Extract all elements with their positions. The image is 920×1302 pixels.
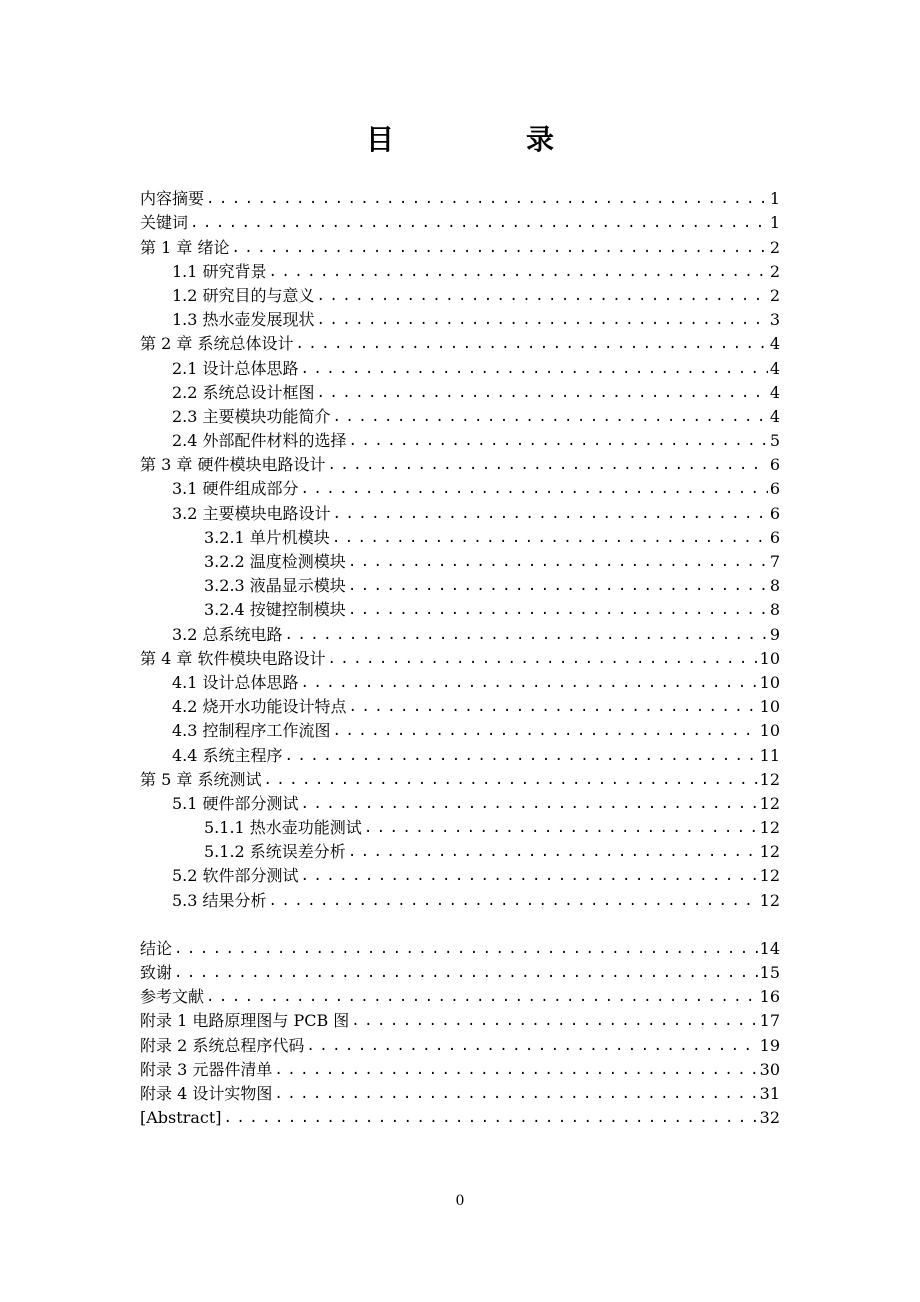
toc-entry[interactable] <box>140 596 780 620</box>
toc-entry[interactable] <box>140 209 780 233</box>
dot-leader <box>224 1108 758 1128</box>
toc-entry[interactable] <box>140 766 780 790</box>
toc-entry-label: 第 5 章 系统测试 <box>140 769 262 789</box>
toc-entry-label: 附录 4 设计实物图 <box>140 1083 273 1103</box>
toc-entry[interactable] <box>140 185 780 209</box>
toc-entry-page: 4 <box>769 334 780 354</box>
toc-entry-page: 10 <box>759 672 780 692</box>
dot-leader <box>269 891 758 911</box>
toc-entry-page: 2 <box>769 261 780 281</box>
dot-leader <box>364 818 758 838</box>
dot-leader <box>206 987 758 1007</box>
toc-entry-label: 4.4 系统主程序 <box>172 745 283 765</box>
toc-entry-page: 4 <box>769 406 780 426</box>
dot-leader <box>327 649 757 669</box>
toc-entry-label: 5.3 结果分析 <box>172 890 267 910</box>
toc-entry-label: 1.3 热水壶发展现状 <box>172 310 315 330</box>
toc-entry-page: 19 <box>759 1035 780 1055</box>
toc-entry-page: 10 <box>759 697 780 717</box>
dot-leader <box>274 1084 757 1104</box>
toc-entry-page: 12 <box>759 866 780 886</box>
dot-leader <box>348 600 768 620</box>
toc-entry-page: 6 <box>769 455 780 475</box>
toc-entry[interactable] <box>140 862 780 886</box>
dot-leader <box>274 1060 757 1080</box>
toc-entry-label: 3.2.2 温度检测模块 <box>204 552 346 571</box>
toc-entry-page: 4 <box>769 382 780 402</box>
toc-entry[interactable] <box>140 790 780 814</box>
dot-leader <box>349 697 758 717</box>
toc-entry-label: 4.1 设计总体思路 <box>172 672 299 692</box>
toc-entry[interactable] <box>140 741 780 765</box>
toc-entry[interactable] <box>140 669 780 693</box>
toc-entry-page: 17 <box>759 1011 780 1031</box>
dot-leader <box>301 673 758 693</box>
toc-entry-label: 2.4 外部配件材料的选择 <box>172 431 347 451</box>
toc-entry-page: 2 <box>769 237 780 257</box>
toc-entry-label: 内容摘要 <box>140 189 205 209</box>
toc-entry-page: 32 <box>759 1108 780 1128</box>
dot-leader <box>295 334 767 354</box>
toc-entry-page: 5 <box>769 431 780 451</box>
dot-leader <box>231 238 767 258</box>
toc-entry-label: 第 2 章 系统总体设计 <box>140 334 294 354</box>
toc-entry-page: 10 <box>759 648 780 668</box>
dot-leader <box>301 359 768 379</box>
dot-leader <box>332 528 768 548</box>
toc-entry-label: 第 1 章 绪论 <box>140 237 230 257</box>
dot-leader <box>348 842 758 862</box>
toc-entry[interactable] <box>140 403 780 427</box>
toc-entry[interactable] <box>140 814 780 838</box>
toc-entry-page: 1 <box>769 189 780 209</box>
toc-entry-label: 关键词 <box>140 213 189 233</box>
toc-entry-page: 3 <box>769 310 780 330</box>
toc-entry-label: 1.2 研究目的与意义 <box>172 285 315 305</box>
toc-entry-label: 3.2.1 单片机模块 <box>204 527 330 547</box>
toc-entry-label: 3.2 总系统电路 <box>172 624 283 644</box>
toc-entry-page: 12 <box>759 842 780 862</box>
toc-entry-page: 6 <box>769 527 780 547</box>
toc-entry[interactable] <box>140 886 780 910</box>
toc-entry[interactable] <box>140 1031 780 1055</box>
toc-entry-page: 12 <box>759 818 780 838</box>
toc-entry[interactable] <box>140 524 780 548</box>
toc-entry-label: 附录 1 电路原理图与 PCB 图 <box>140 1011 350 1031</box>
toc-entry-label: 3.2 主要模块电路设计 <box>172 503 331 523</box>
toc-entry[interactable] <box>140 475 780 499</box>
toc-entry-page: 11 <box>759 745 780 765</box>
toc-entry-label: 1.1 研究背景 <box>172 261 267 281</box>
toc-entry[interactable] <box>140 693 780 717</box>
toc-entry[interactable] <box>140 427 780 451</box>
dot-leader <box>327 455 767 475</box>
toc-entry-label: 2.3 主要模块功能简介 <box>172 406 331 426</box>
dot-leader <box>174 963 758 983</box>
toc-entry[interactable] <box>140 548 780 572</box>
toc-entry-label: 3.2.3 液晶显示模块 <box>204 576 346 596</box>
toc-entry-page: 12 <box>759 769 780 789</box>
dot-leader <box>301 866 758 886</box>
toc-entry-label: [Abstract] <box>140 1108 222 1128</box>
dot-leader <box>190 213 768 233</box>
toc-entry[interactable] <box>140 620 780 644</box>
toc-entry-page: 6 <box>769 503 780 523</box>
toc-entry[interactable] <box>140 717 780 741</box>
dot-leader <box>301 479 768 499</box>
toc-entry-label: 5.1.1 热水壶功能测试 <box>204 818 362 838</box>
toc-entry-page: 4 <box>769 358 780 378</box>
toc-entry[interactable] <box>140 1080 780 1104</box>
dot-leader <box>306 1036 757 1056</box>
page-title: 目 录 <box>365 123 606 156</box>
toc-entry-label: 5.2 软件部分测试 <box>172 866 299 886</box>
dot-leader <box>285 625 768 645</box>
dot-leader <box>333 721 758 741</box>
toc-entry-page: 10 <box>759 721 780 741</box>
toc-entry[interactable] <box>140 354 780 378</box>
toc-entry-page: 31 <box>759 1083 780 1103</box>
dot-leader <box>317 286 768 306</box>
dot-leader <box>351 1011 757 1031</box>
toc-entry-label: 致谢 <box>140 963 173 982</box>
toc-entry-page: 12 <box>759 793 780 813</box>
toc-entry-label: 附录 3 元器件清单 <box>140 1059 273 1079</box>
toc-entry[interactable] <box>140 959 780 983</box>
toc-entry[interactable] <box>140 233 780 257</box>
toc-entry[interactable] <box>140 935 780 959</box>
toc-entry-label: 4.3 控制程序工作流图 <box>172 721 331 741</box>
toc-entry-page: 14 <box>759 938 780 958</box>
toc-entry-label: 附录 2 系统总程序代码 <box>140 1035 305 1055</box>
dot-leader <box>333 407 768 427</box>
toc-entry-label: 5.1.2 系统误差分析 <box>204 842 346 862</box>
toc-entry-page: 8 <box>769 576 780 596</box>
toc-entry[interactable] <box>140 379 780 403</box>
toc-entry-label: 第 3 章 硬件模块电路设计 <box>140 455 326 475</box>
dot-leader <box>301 794 758 814</box>
toc-entry[interactable] <box>140 451 780 475</box>
toc-entry-page: 2 <box>769 285 780 305</box>
dot-leader <box>317 383 768 403</box>
dot-leader <box>333 504 768 524</box>
toc-entry-page: 30 <box>759 1059 780 1079</box>
dot-leader <box>269 262 768 282</box>
dot-leader <box>263 770 757 790</box>
dot-leader <box>348 552 768 572</box>
toc-entry-page: 9 <box>769 624 780 644</box>
toc-entry[interactable] <box>140 1056 780 1080</box>
toc-entry-page: 1 <box>769 213 780 233</box>
toc-entry[interactable] <box>140 838 780 862</box>
toc-entry-label: 第 4 章 软件模块电路设计 <box>140 648 326 668</box>
dot-leader <box>317 310 768 330</box>
toc-entry-page: 6 <box>769 479 780 499</box>
dot-leader <box>349 431 768 451</box>
toc-entry-label: 4.2 烧开水功能设计特点 <box>172 697 347 717</box>
toc-entry-label: 结论 <box>140 938 173 958</box>
toc-entry-page: 15 <box>759 963 780 982</box>
dot-leader <box>174 939 758 959</box>
toc-entry[interactable] <box>140 645 780 669</box>
toc-entry[interactable] <box>140 983 780 1007</box>
toc-entry-page: 16 <box>759 987 780 1007</box>
toc-entry[interactable] <box>140 330 780 354</box>
toc-entry-page: 7 <box>769 552 780 571</box>
page-number: 0 <box>455 1193 465 1209</box>
dot-leader <box>206 189 768 209</box>
toc-entry[interactable] <box>140 282 780 306</box>
table-of-contents <box>140 185 780 1128</box>
toc-entry-label: 2.2 系统总设计框图 <box>172 382 315 402</box>
toc-entry-page: 8 <box>769 600 780 620</box>
toc-entry-label: 5.1 硬件部分测试 <box>172 793 299 813</box>
toc-entry-label: 2.1 设计总体思路 <box>172 358 299 378</box>
toc-entry-page: 12 <box>759 890 780 910</box>
toc-entry-label: 参考文献 <box>140 987 205 1007</box>
toc-entry[interactable] <box>140 572 780 596</box>
toc-entry[interactable] <box>140 1104 780 1128</box>
toc-entry-label: 3.1 硬件组成部分 <box>172 479 299 499</box>
dot-leader <box>285 746 758 766</box>
toc-entry[interactable] <box>140 306 780 330</box>
toc-entry[interactable] <box>140 1007 780 1031</box>
toc-entry[interactable] <box>140 258 780 282</box>
dot-leader <box>348 576 768 596</box>
toc-entry-label: 3.2.4 按键控制模块 <box>204 600 346 620</box>
toc-entry[interactable] <box>140 499 780 523</box>
